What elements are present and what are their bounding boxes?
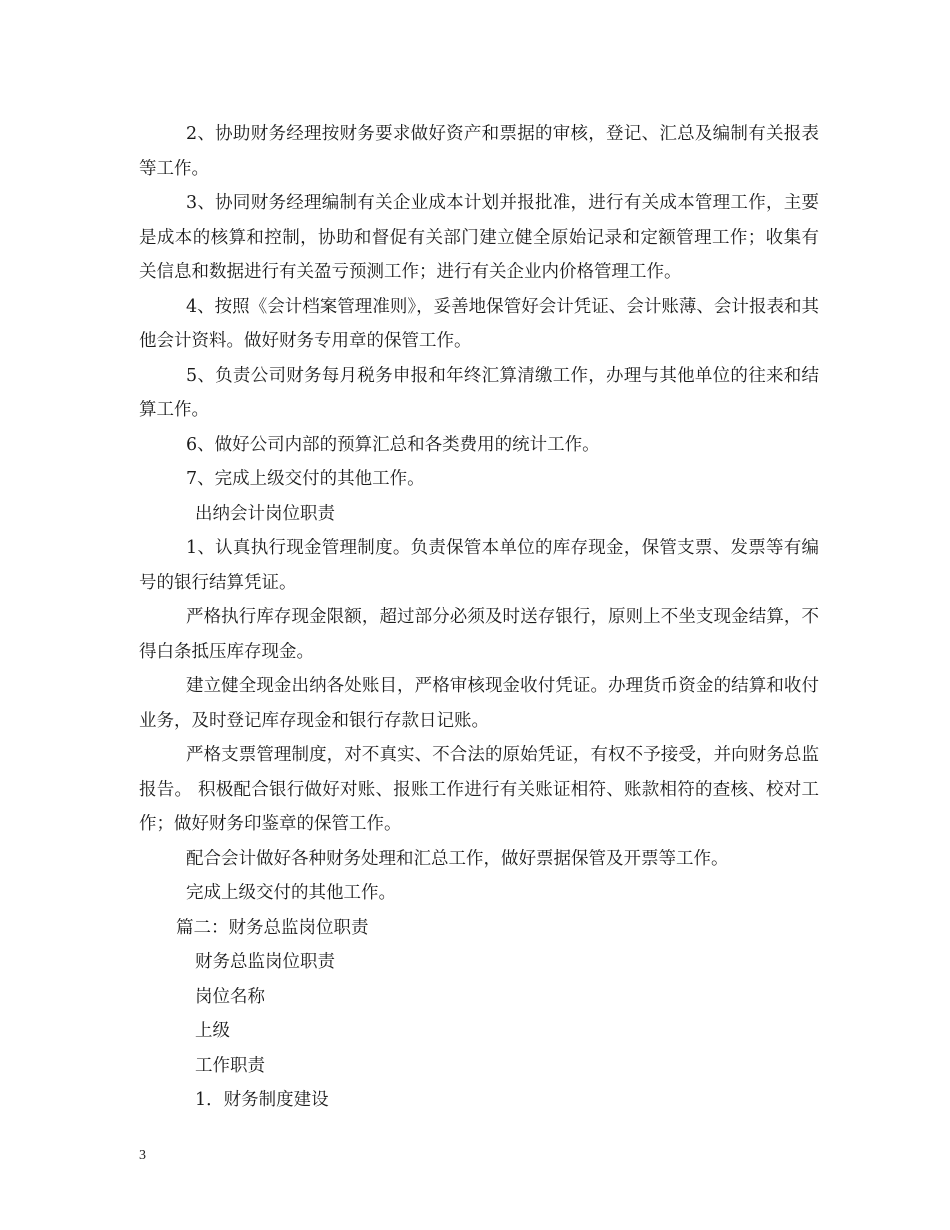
cashier-duty-1: 1、认真执行现金管理制度。负责保管本单位的库存现金，保管支票、发票等有编号的银行结算凭证。 xyxy=(139,538,819,593)
cashier-duty-other: 完成上级交付的其他工作。 xyxy=(186,883,396,903)
field-job-duties: 工作职责 xyxy=(195,1055,265,1076)
cashier-duty-cheques: 严格支票管理制度，对不真实、不合法的原始凭证，有权不予接受，并向财务总监报告。 积极配合银行做好对账、报账工作进行有关账证相符、账款相符的查核、校对工作；做好财务印鉴章的保管工作。 xyxy=(139,745,819,834)
field-position-name: 岗位名称 xyxy=(195,986,265,1007)
section-title-part-two: 篇二：财务总监岗位职责 xyxy=(176,917,369,938)
paragraph-item-4: 4、按照《会计档案管理准则》，妥善地保管好会计凭证、会计账薄、会计报表和其他会计资料。做好财务专用章的保管工作。 xyxy=(139,296,819,351)
field-superior: 上级 xyxy=(195,1021,230,1041)
page-number: 3 xyxy=(139,1148,146,1163)
cashier-duty-cash-limit: 严格执行库存现金限额，超过部分必须及时送存银行，原则上不坐支现金结算，不得白条抵压库存现金。 xyxy=(139,607,819,662)
list-item-finance-system: 1．财务制度建设 xyxy=(195,1090,329,1110)
paragraph-item-7: 7、完成上级交付的其他工作。 xyxy=(186,469,425,489)
paragraph-item-3: 3、协同财务经理编制有关企业成本计划并报批准，进行有关成本管理工作，主要是成本的核算和控制，协助和督促有关部门建立健全原始记录和定额管理工作；收集有关信息和数据进行有关盈亏预测工作；进行有关企业内价格管理工作。 xyxy=(139,193,819,282)
paragraph-item-5: 5、负责公司财务每月税务申报和年终汇算清缴工作，办理与其他单位的往来和结算工作。 xyxy=(139,365,819,420)
document-body xyxy=(139,117,819,1118)
cashier-duty-accounts: 建立健全现金出纳各处账目，严格审核现金收付凭证。办理货币资金的结算和收付业务，及时登记库存现金和银行存款日记账。 xyxy=(139,676,819,731)
paragraph-item-2: 2、协助财务经理按财务要求做好资产和票据的审核，登记、汇总及编制有关报表等工作。 xyxy=(139,124,819,179)
section-heading-cfo: 财务总监岗位职责 xyxy=(195,952,335,972)
cashier-duty-cooperate: 配合会计做好各种财务处理和汇总工作，做好票据保管及开票等工作。 xyxy=(186,848,729,869)
paragraph-item-6: 6、做好公司内部的预算汇总和各类费用的统计工作。 xyxy=(186,434,600,455)
section-heading-cashier: 出纳会计岗位职责 xyxy=(195,503,335,524)
